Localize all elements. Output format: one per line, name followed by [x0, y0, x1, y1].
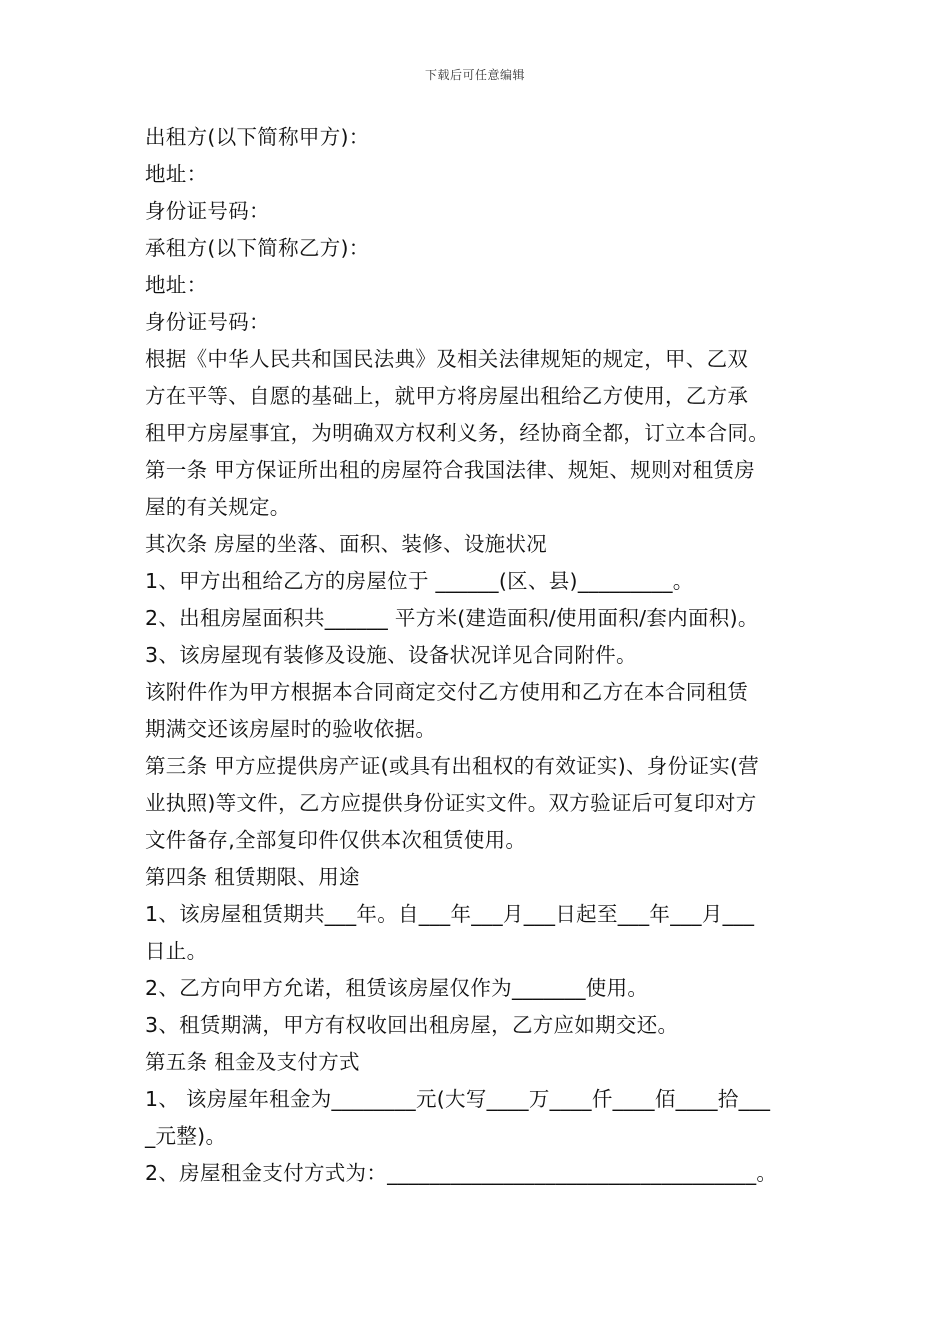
- article-2-heading: 其次条 房屋的坐落、面积、装修、设施状况: [145, 532, 548, 556]
- lessor-address-line: 地址：: [145, 162, 208, 186]
- document-body: [145, 119, 815, 1192]
- article-5-clause-2: 2、房屋租金支付方式为：___________________________________。: [145, 1161, 778, 1185]
- article-2-note-line: 期满交还该房屋时的验收依据。: [145, 717, 437, 741]
- preamble-line: 根据《中华人民共和国民法典》及相关法律规矩的规定，甲、乙双: [145, 347, 749, 371]
- article-3-line: 第三条 甲方应提供房产证(或具有出租权的有效证实)、身份证实(营: [145, 754, 760, 778]
- article-4-clause-2: 2、乙方向甲方允诺，租赁该房屋仅作为_______使用。: [145, 976, 649, 1000]
- article-3-line: 业执照)等文件，乙方应提供身份证实文件。双方验证后可复印对方: [145, 791, 757, 815]
- preamble-line: 租甲方房屋事宜，为明确双方权利义务，经协商全都，订立本合同。: [145, 421, 769, 445]
- article-4-heading: 第四条 租赁期限、用途: [145, 865, 360, 889]
- article-1-line: 第一条 甲方保证所出租的房屋符合我国法律、规矩、规则对租赁房: [145, 458, 756, 482]
- article-1-line: 屋的有关规定。: [145, 495, 291, 519]
- article-4-clause-3: 3、租赁期满，甲方有权收回出租房屋，乙方应如期交还。: [145, 1013, 679, 1037]
- lessee-address-line: 地址：: [145, 273, 208, 297]
- lessor-id-line: 身份证号码：: [145, 199, 270, 223]
- lessor-line: 出租方(以下简称甲方)：: [145, 125, 370, 149]
- article-2-note-line: 该附件作为甲方根据本合同商定交付乙方使用和乙方在本合同租赁: [145, 680, 749, 704]
- article-2-clause-3: 3、该房屋现有装修及设施、设备状况详见合同附件。: [145, 643, 637, 667]
- preamble-line: 方在平等、自愿的基础上，就甲方将房屋出租给乙方使用，乙方承: [145, 384, 749, 408]
- article-5-clause-1: _元整)。: [145, 1124, 227, 1148]
- lessee-id-line: 身份证号码：: [145, 310, 270, 334]
- article-2-clause-2: 2、出租房屋面积共______ 平方米(建造面积/使用面积/套内面积)。: [145, 606, 759, 630]
- article-2-clause-1: 1、甲方出租给乙方的房屋位于 ______(区、县)_________。: [145, 569, 694, 593]
- article-5-clause-1: 1、 该房屋年租金为________元(大写____万____仟____佰____拾___: [145, 1087, 771, 1111]
- article-5-heading: 第五条 租金及支付方式: [145, 1050, 360, 1074]
- lessee-line: 承租方(以下简称乙方)：: [145, 236, 370, 260]
- article-4-clause-1: 1、该房屋租赁期共___年。自___年___月___日起至___年___月___: [145, 902, 755, 926]
- article-3-line: 文件备存,全部复印件仅供本次租赁使用。: [145, 828, 527, 852]
- article-4-clause-1: 日止。: [145, 939, 208, 963]
- page-header: 下载后可任意编辑: [424, 68, 525, 82]
